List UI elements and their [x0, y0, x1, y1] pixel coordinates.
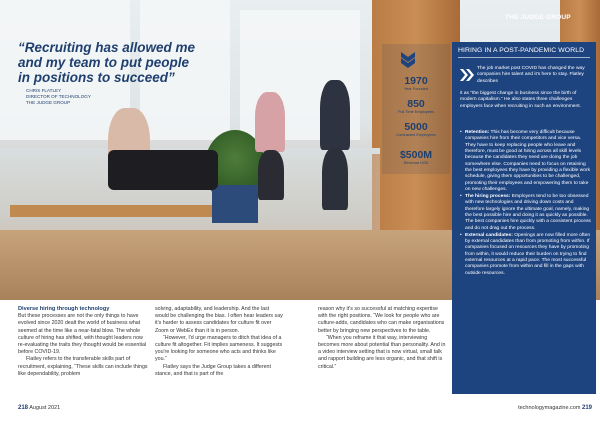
- bullet-body: This has become very difficult because companies hire from their competitors and vice versa. They have to keep replacing people who leave and therefore, must be good at hiring across all skill levels because the candidates they need are doing the job somewhere else. Companies need to focus on retaining the best employees they have by providing a flexible work schedule, giving them opportunities to be challenged, promoting their employees and empowering them to take on new challenges.: [465, 130, 591, 193]
- stat-contracted: [382, 122, 450, 138]
- stat-value: 1970: [404, 75, 428, 87]
- stat-label: Year Founded: [403, 86, 429, 91]
- pull-quote: “Recruiting has allowed me and my team to put people in positions to succeed”: [18, 40, 196, 85]
- sidebar-bullets: [460, 130, 592, 277]
- page-number-left: 218: [18, 405, 29, 411]
- stat-founded: [382, 76, 450, 92]
- list-item: [460, 194, 592, 232]
- footer-left: [18, 405, 60, 411]
- sidebar-intro: The job market post COVID has changed the way companies hire talent and it's here to stay. Flatley describes: [477, 66, 585, 84]
- chevron-down-icon: [401, 52, 415, 68]
- sidebar-intro-cont: it as “the biggest change in business since the birth of modern capitalism.” He also states three challenges employers face when recruiting in such an environment.: [460, 91, 581, 109]
- stat-value: $500M: [399, 149, 433, 161]
- stat-label: Revenue USD: [403, 160, 429, 165]
- quote-attribution: [26, 88, 156, 105]
- stat-fulltime: [382, 99, 450, 115]
- paragraph: “When you reframe it that way, interviewing becomes more about potential than personality. And in a video interview setting that is now virtual, small talk and rapport building are less organic, and that shift is critical.”: [318, 334, 446, 370]
- bullet-head: The hiring process:: [465, 193, 511, 199]
- stat-value: 5000: [404, 121, 428, 133]
- section-heading: Diverse hiring through technology: [18, 306, 110, 312]
- quote-name: CHRIS FLATLEY: [26, 88, 62, 93]
- body-column-2: [155, 306, 283, 378]
- brand-name: THE JUDGE GROUP: [505, 14, 571, 21]
- quote-mark-icon: [460, 69, 474, 81]
- quote-title: DIRECTOR OF TECHNOLOGY: [26, 93, 91, 99]
- site-url: technologymagazine.com: [518, 405, 581, 411]
- bullet-head: External candidates:: [465, 232, 513, 238]
- stat-label: Full Time Employees: [397, 109, 435, 114]
- bullet-body: Openings are now filled more often by external candidates than from promoting from within. If companies focused on resources they have by promoting from within, it would reduce their burden on trying to find external resources at a rapid pace. The most successful companies promote from within and fill in the gaps with outside resources.: [465, 232, 591, 276]
- list-item: [460, 233, 592, 277]
- body-column-3: [318, 306, 448, 371]
- paragraph: Flatley says the Judge Group takes a different stance, and that is part of the: [155, 363, 271, 377]
- body-column-1: [18, 306, 150, 378]
- paragraph: But these processes are not the only things to have evolved since 2020 dealt the world of business what seemed at the time like a near-fatal blow. The whole culture of hiring has shifted, with thought leaders now re-evaluating the traits they thought would be essential before COVID-19.: [18, 313, 147, 356]
- sidebar-box: [452, 42, 596, 394]
- quote-company: THE JUDGE GROUP: [26, 99, 71, 105]
- footer-right: [518, 405, 592, 411]
- paragraph: “However, I'd urge managers to ditch that idea of a culture fit altogether. Fit implies sameness. It suggests you're looking for someone who acts and thinks like you.”: [155, 334, 283, 363]
- stat-value: 850: [407, 98, 425, 110]
- sidebar-divider: [458, 57, 590, 58]
- paragraph: reason why it's so successful at matching expertise with the right positions. “We look for people who are culture-adds, candidates who can make organisations better by bringing new perspectives to the table.: [318, 306, 445, 334]
- paragraph: solving, adaptability, and leadership. And the last would be challenging the bias. I often hear leaders say it's harder to assess candidates for culture fit over Zoom or WebEx than it is in person.: [155, 306, 283, 334]
- bullet-head: Retention:: [465, 130, 490, 135]
- page-number-right: 219: [581, 405, 592, 411]
- stat-revenue: [382, 150, 450, 166]
- stat-label: Contracted Employees: [396, 132, 436, 137]
- issue-date: August 2021: [29, 405, 61, 411]
- bullet-body: Employers tend to be too obsessed with new technologies and driving down costs and therefore largely ignore the ultimate goal, namely, making the best possible hire and doing it as quickly as possible. The best companies hire quickly with a consistent process and do not drag out the process.: [465, 193, 591, 231]
- sidebar-title: HIRING IN A POST-PANDEMIC WORLD: [458, 47, 585, 54]
- paragraph: Flatley refers to the transferable skills part of recruitment, explaining, “These skills can include things like dependability, problem: [18, 356, 148, 377]
- list-item: [460, 130, 592, 193]
